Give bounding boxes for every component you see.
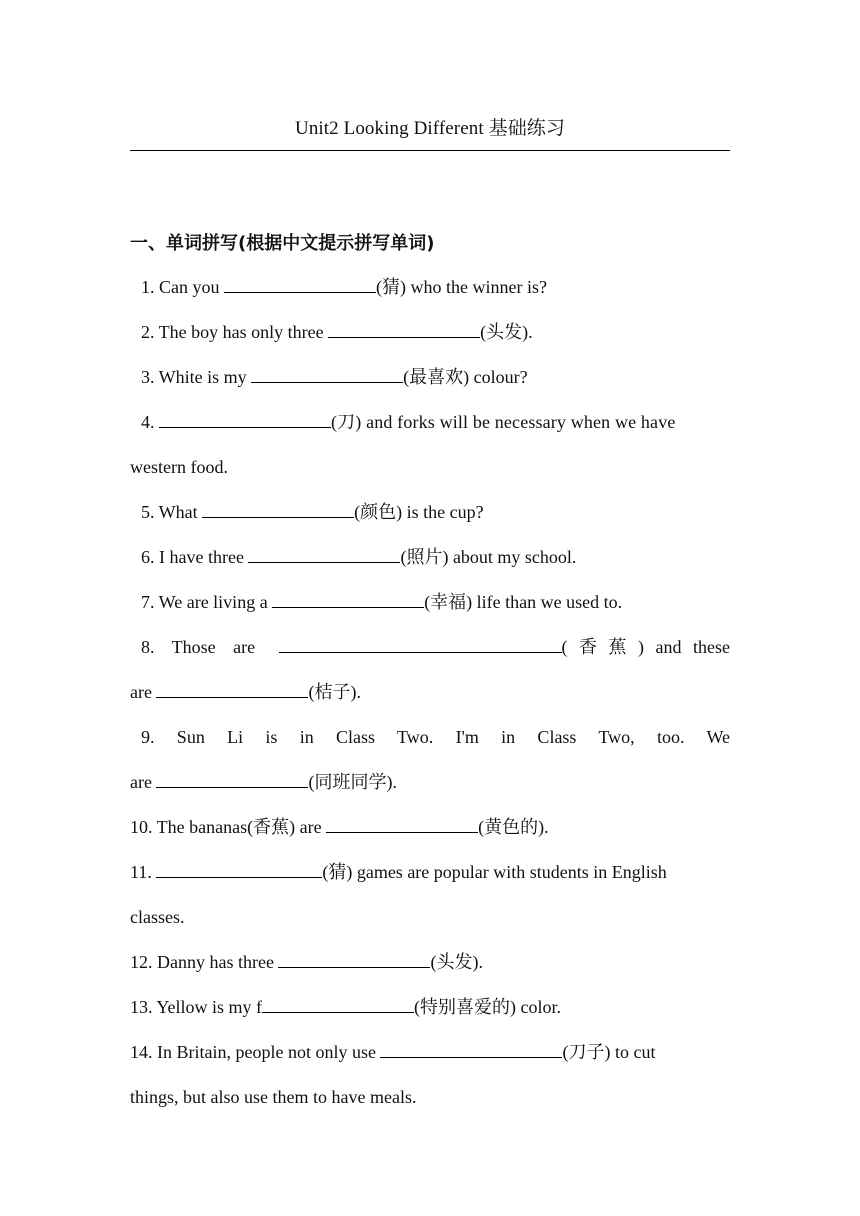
- question-9: 9. Sun Li is in Class Two. I'm in Class Two, too. We: [141, 727, 730, 747]
- question-text: are: [130, 682, 157, 702]
- question-12: [130, 949, 730, 975]
- question-hint: (刀) and forks will be necessary when we have: [331, 412, 676, 432]
- question-text: 2. The boy has only three: [141, 322, 329, 342]
- question-hint: (刀子) to cut: [562, 1042, 656, 1062]
- question-hint: ( 香 蕉 ) and these: [561, 637, 730, 657]
- question-hint: (猜) games are popular with students in English: [322, 862, 667, 882]
- question-text: 6. I have three: [141, 547, 249, 567]
- answer-blank[interactable]: [202, 500, 354, 518]
- question-text: 1. Can you: [141, 277, 224, 297]
- answer-blank[interactable]: [278, 950, 430, 968]
- section-heading: 一、单词拼写(根据中文提示拼写单词): [130, 233, 435, 254]
- question-11: [130, 859, 730, 885]
- question-text: are: [130, 772, 157, 792]
- question-7: [130, 589, 741, 615]
- question-hint: (同班同学).: [308, 772, 397, 792]
- question-8-continued: [130, 679, 730, 705]
- question-text: 5. What: [141, 502, 203, 522]
- question-text: 8. Those are: [141, 637, 256, 657]
- question-hint: (桔子).: [308, 682, 361, 702]
- answer-blank[interactable]: [248, 545, 400, 563]
- question-8: [130, 634, 730, 660]
- question-5: [130, 499, 741, 525]
- question-text: 4.: [141, 412, 159, 432]
- question-2: [130, 319, 741, 345]
- question-4: [130, 409, 730, 435]
- question-hint: (照片) about my school.: [400, 547, 577, 567]
- question-13: [130, 994, 730, 1020]
- question-hint: (幸福) life than we used to.: [424, 592, 623, 612]
- question-hint: (颜色) is the cup?: [354, 502, 484, 522]
- question-hint: (特别喜爱的) color.: [414, 997, 562, 1017]
- question-text: 12. Danny has three: [130, 952, 279, 972]
- title-divider: [130, 150, 730, 151]
- question-hint: (猜) who the winner is?: [376, 277, 547, 297]
- page-title: Unit2 Looking Different 基础练习: [295, 118, 565, 139]
- question-14: [130, 1039, 730, 1065]
- answer-blank[interactable]: [326, 815, 478, 833]
- answer-blank[interactable]: [156, 680, 308, 698]
- question-14-continued: things, but also use them to have meals.: [130, 1087, 417, 1107]
- question-text: 7. We are living a: [141, 592, 273, 612]
- answer-blank[interactable]: [251, 365, 403, 383]
- question-6: [130, 544, 741, 570]
- question-9-continued: [130, 769, 730, 795]
- answer-blank[interactable]: [224, 275, 376, 293]
- question-text: 13. Yellow is my f: [130, 997, 263, 1017]
- answer-blank[interactable]: [328, 320, 480, 338]
- answer-blank[interactable]: [156, 860, 322, 878]
- question-hint: (头发).: [480, 322, 533, 342]
- question-4-continued: western food.: [130, 457, 228, 477]
- question-hint: (头发).: [430, 952, 483, 972]
- answer-blank[interactable]: [380, 1040, 562, 1058]
- question-text: 10. The bananas(香蕉) are: [130, 817, 327, 837]
- question-10: [130, 814, 730, 840]
- answer-blank[interactable]: [279, 635, 562, 653]
- answer-blank[interactable]: [262, 995, 414, 1013]
- question-3: [130, 364, 741, 390]
- question-hint: (黄色的).: [478, 817, 549, 837]
- answer-blank[interactable]: [159, 410, 331, 428]
- question-text: 11.: [130, 862, 157, 882]
- answer-blank[interactable]: [272, 590, 424, 608]
- question-text: 14. In Britain, people not only use: [130, 1042, 381, 1062]
- question-hint: (最喜欢) colour?: [403, 367, 528, 387]
- question-11-continued: classes.: [130, 907, 185, 927]
- question-text: 3. White is my: [141, 367, 252, 387]
- answer-blank[interactable]: [156, 770, 308, 788]
- question-1: [130, 274, 741, 300]
